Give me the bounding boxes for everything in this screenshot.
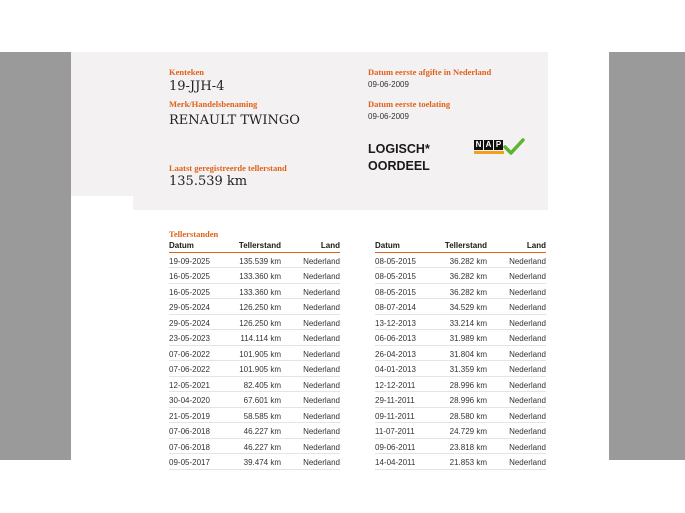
cell-land: Nederland (509, 303, 546, 313)
cell-date: 29-05-2024 (169, 318, 210, 328)
cell-date: 08-07-2014 (375, 303, 416, 313)
panel-notch-slope (123, 196, 133, 210)
cell-km: 21.853 km (449, 458, 487, 468)
cell-land: Nederland (303, 318, 340, 328)
cell-km: 36.282 km (449, 287, 487, 297)
merk-label: Merk/Handelsbenaming (169, 99, 258, 109)
cell-date: 12-12-2011 (375, 380, 416, 390)
cell-km: 31.359 km (449, 365, 487, 375)
cell-land: Nederland (509, 380, 546, 390)
cell-land: Nederland (509, 256, 546, 266)
checkmark-icon (504, 139, 524, 155)
table-row (375, 378, 546, 393)
cell-date: 08-05-2015 (375, 272, 416, 282)
oordeel-title (368, 141, 430, 175)
cell-date: 06-06-2013 (375, 334, 416, 344)
header-km: Tellerstand (444, 241, 487, 250)
nap-letter-p: P (495, 140, 502, 149)
table-row (375, 269, 546, 284)
table-row (375, 331, 546, 346)
cell-date: 07-06-2018 (169, 427, 210, 437)
cell-land: Nederland (509, 442, 546, 452)
cell-km: 36.282 km (449, 272, 487, 282)
cell-land: Nederland (303, 442, 340, 452)
table-row (375, 347, 546, 362)
cell-km: 133.360 km (239, 272, 281, 282)
tellerstand-value: 135.539 km (169, 174, 248, 189)
cell-land: Nederland (303, 334, 340, 344)
cell-land: Nederland (509, 318, 546, 328)
cell-km: 82.405 km (243, 380, 281, 390)
table-row (169, 300, 340, 315)
cell-km: 126.250 km (239, 318, 281, 328)
nap-letter-a: A (485, 140, 492, 149)
cell-land: Nederland (303, 272, 340, 282)
header-date: Datum (169, 241, 194, 250)
table-row (375, 362, 546, 377)
cell-km: 126.250 km (239, 303, 281, 313)
oordeel-line1: LOGISCH* (368, 142, 430, 156)
cell-date: 29-05-2024 (169, 303, 210, 313)
cell-km: 58.585 km (243, 411, 281, 421)
cell-date: 13-12-2013 (375, 318, 416, 328)
cell-km: 39.474 km (243, 458, 281, 468)
cell-km: 24.729 km (449, 427, 487, 437)
cell-km: 31.804 km (449, 349, 487, 359)
table-row (169, 424, 340, 439)
cell-km: 28.996 km (449, 380, 487, 390)
cell-km: 133.360 km (239, 287, 281, 297)
cell-km: 101.905 km (239, 365, 281, 375)
cell-land: Nederland (509, 349, 546, 359)
header-land: Land (526, 241, 546, 250)
toelating-label: Datum eerste toelating (368, 99, 451, 109)
cell-land: Nederland (509, 287, 546, 297)
header-date: Datum (375, 241, 400, 250)
cell-land: Nederland (303, 380, 340, 390)
cell-land: Nederland (303, 411, 340, 421)
cell-land: Nederland (509, 396, 546, 406)
oordeel-line2: OORDEEL (368, 159, 430, 173)
mileage-table-left (169, 241, 340, 470)
nap-logo (474, 139, 524, 157)
cell-land: Nederland (303, 458, 340, 468)
table-row (375, 393, 546, 408)
cell-land: Nederland (303, 287, 340, 297)
table-row (169, 440, 340, 455)
cell-km: 34.529 km (449, 303, 487, 313)
table-row (169, 393, 340, 408)
cell-date: 16-05-2025 (169, 272, 210, 282)
kenteken-value: 19-JJH-4 (169, 79, 225, 94)
cell-date: 09-06-2011 (375, 442, 416, 452)
cell-land: Nederland (509, 427, 546, 437)
header-land: Land (320, 241, 340, 250)
table-row (169, 378, 340, 393)
cell-km: 28.996 km (449, 396, 487, 406)
cell-land: Nederland (509, 411, 546, 421)
cell-date: 29-11-2011 (375, 396, 415, 406)
table-row (375, 455, 546, 470)
cell-date: 16-05-2025 (169, 287, 210, 297)
table-row (169, 362, 340, 377)
cell-land: Nederland (303, 365, 340, 375)
cell-date: 23-05-2023 (169, 334, 210, 344)
table-row (169, 254, 340, 269)
toelating-date: 09-06-2009 (368, 112, 409, 121)
cell-km: 33.214 km (449, 318, 487, 328)
kenteken-label: Kenteken (169, 67, 204, 77)
cell-km: 46.227 km (243, 427, 281, 437)
cell-date: 12-05-2021 (169, 380, 210, 390)
cell-date: 14-04-2011 (375, 458, 416, 468)
tellerstand-label: Laatst geregistreerde tellerstand (169, 163, 287, 173)
table-row (169, 285, 340, 300)
cell-date: 11-07-2011 (375, 427, 415, 437)
cell-km: 36.282 km (449, 256, 487, 266)
afgifte-label: Datum eerste afgifte in Nederland (368, 67, 492, 77)
cell-date: 07-06-2018 (169, 442, 210, 452)
cell-land: Nederland (509, 365, 546, 375)
nap-bar (474, 151, 504, 154)
cell-km: 28.580 km (449, 411, 487, 421)
cell-land: Nederland (303, 396, 340, 406)
tellerstanden-title: Tellerstanden (169, 229, 219, 239)
cell-km: 101.905 km (239, 349, 281, 359)
header-km: Tellerstand (238, 241, 281, 250)
table-row (169, 269, 340, 284)
cell-date: 08-05-2015 (375, 256, 416, 266)
report-page (71, 52, 609, 468)
table-header (169, 241, 340, 253)
cell-date: 07-06-2022 (169, 349, 210, 359)
cell-km: 114.114 km (240, 334, 281, 344)
right-margin (609, 52, 685, 460)
cell-km: 23.818 km (449, 442, 487, 452)
table-row (169, 455, 340, 470)
cell-km: 135.539 km (239, 256, 281, 266)
table-row (169, 331, 340, 346)
table-row (375, 424, 546, 439)
table-row (375, 440, 546, 455)
cell-land: Nederland (303, 349, 340, 359)
table-header (375, 241, 546, 253)
cell-date: 04-01-2013 (375, 365, 416, 375)
cell-land: Nederland (509, 458, 546, 468)
mileage-table-right (375, 241, 546, 470)
cell-land: Nederland (509, 334, 546, 344)
cell-date: 07-06-2022 (169, 365, 210, 375)
cell-land: Nederland (303, 427, 340, 437)
cell-date: 09-11-2011 (375, 411, 415, 421)
table-row (375, 254, 546, 269)
table-row (375, 300, 546, 315)
cell-date: 19-09-2025 (169, 256, 210, 266)
afgifte-date: 09-06-2009 (368, 80, 409, 89)
merk-value: RENAULT TWINGO (169, 113, 300, 128)
cell-km: 46.227 km (243, 442, 281, 452)
table-row (169, 316, 340, 331)
nap-letter-n: N (475, 140, 482, 149)
cell-date: 30-04-2020 (169, 396, 210, 406)
cell-land: Nederland (303, 256, 340, 266)
table-row (169, 347, 340, 362)
table-row (375, 409, 546, 424)
left-margin (0, 52, 71, 460)
cell-km: 31.989 km (449, 334, 487, 344)
table-row (169, 409, 340, 424)
table-row (375, 285, 546, 300)
cell-land: Nederland (303, 303, 340, 313)
cell-date: 09-05-2017 (169, 458, 210, 468)
cell-date: 26-04-2013 (375, 349, 416, 359)
cell-date: 08-05-2015 (375, 287, 416, 297)
table-row (375, 316, 546, 331)
cell-date: 21-05-2019 (169, 411, 210, 421)
cell-km: 67.601 km (243, 396, 281, 406)
cell-land: Nederland (509, 272, 546, 282)
